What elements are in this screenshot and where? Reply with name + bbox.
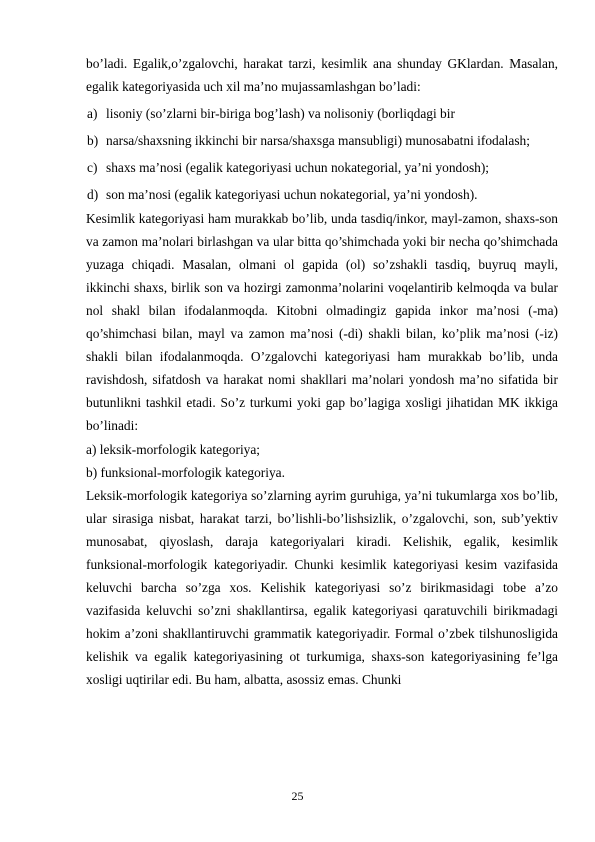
egalik-meanings-list — [86, 102, 558, 206]
page-number: 25 — [291, 789, 304, 803]
list-item — [86, 156, 558, 179]
kesimlik-paragraph: Kesimlik kategoriyasi ham murakkab bo’lib, unda tasdiq/inkor, mayl-zamon, shaxs-son va zamon ma’nolari birlashgan va ular bitta qo’shimchada yoki bir necha qo’shimchada yuzaga chiqadi. Masalan, olmani ol gapida (ol) so’zshakli tasdiq, buyruq mayli, ikkinchi shaxs, birlik son va hozirgi zamonma’nolarini voqelantirib kelmoqda va bular nol shakl bilan ifodalanmoqda. Kitobni olmadingiz gapida inkor ma’nosi (-ma) qo’shimchasi bilan, mayl va zamon ma’nosi (-di) shakli bilan, ko’plik ma’nosi (-iz) shakli bilan ifodalanmoqda. O’zgalovchi kategoriyasi ham murakkab bo’lib, unda ravishdosh, sifatdosh va harakat nomi shakllari ma’nolari yondosh ma’no sifatida bir butunlikni tashkil etadi. So’z turkumi yoki gap bo’lagiga xosligi jihatidan MK ikkiga bo’linadi: — [86, 210, 558, 434]
list-item — [86, 129, 558, 152]
intro-paragraph: bo’ladi. Egalik,o’zgalovchi, harakat tarzi, kesimlik ana shunday GKlardan. Masalan, egalik kategoriyasida uch xil ma’no mujassamlashgan bo’ladi: — [86, 56, 558, 95]
list-item — [86, 183, 558, 206]
list-item-text: lisoniy (so’zlarni bir-biriga bog’lash) va nolisoniy (borliqdagi bir — [106, 106, 455, 122]
list-item — [86, 102, 558, 125]
list-marker: c) — [87, 160, 98, 176]
list-marker: b) — [87, 133, 99, 149]
list-marker: d) — [87, 187, 99, 203]
category-line-b: b) funksional-morfologik kategoriya. — [86, 464, 285, 480]
category-line-a: a) leksik-morfologik kategoriya; — [86, 441, 261, 457]
leksik-morfologik-paragraph: Leksik-morfologik kategoriya so’zlarning ayrim guruhiga, ya’ni tukumlarga xos bo’lib, ular sirasiga nisbat, harakat tarzi, bo’lishli-bo’lishsizlik, o’zgalovchi, son, sub’yektiv munosabat, qiyoslash, daraja kategoriyalari kiradi. Kelishik, egalik, kesimlik funksional-morfologik kategoriyadir. Chunki kesimlik kategoriyasi kesim vazifasida keluvchi barcha so’zga xos. Kelishik kategoriyasi so’z birikmasidagi tobe a’zo vazifasida keluvchi so’zni shakllantirsa, egalik kategoriyasi qaratuvchili birikmadagi hokim a’zoni shakllantiruvchi grammatik kategoriyadir. Formal o’zbek tilshunosligida kelishik va egalik kategoriyasining ot turkumiga, shaxs-son kategoriyasining fe’lga xosligi uqtirilar edi. Bu ham, albatta, asossiz emas. Chunki — [86, 487, 558, 688]
list-marker: a) — [87, 106, 98, 122]
list-item-text: narsa/shaxsning ikkinchi bir narsa/shaxsga mansubligi) munosabatni ifodalash; — [106, 133, 530, 149]
list-item-text: shaxs ma’nosi (egalik kategoriyasi uchun nokategorial, ya’ni yondosh); — [106, 160, 490, 176]
list-item-text: son ma’nosi (egalik kategoriyasi uchun nokategorial, ya’ni yondosh). — [106, 187, 478, 203]
document-page — [86, 52, 558, 692]
